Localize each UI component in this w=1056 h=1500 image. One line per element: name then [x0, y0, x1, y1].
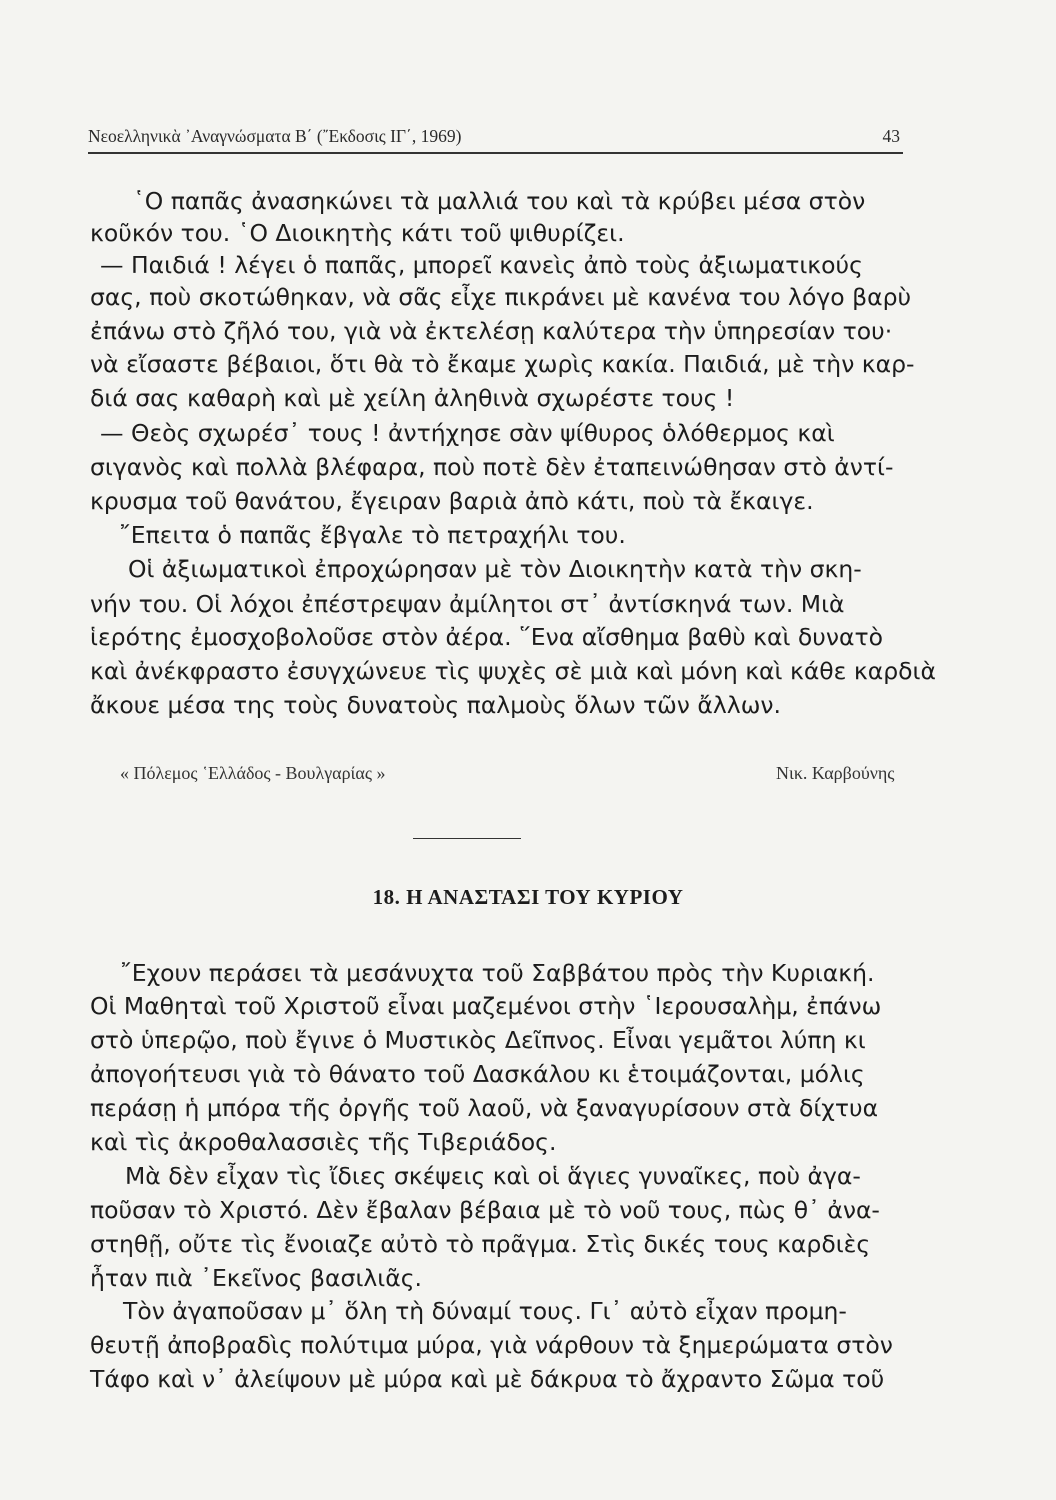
text-line: περάσῃ ἡ μπόρα τῆς ὀργῆς τοῦ λαοῦ, νὰ ξαναγυρίσουν στὰ δίχτυα [90, 1094, 879, 1122]
text-line: διά σας καθαρὴ καὶ μὲ χείλη ἀληθινὰ σχωρέστε τους ! [90, 384, 735, 412]
text-line: καὶ τὶς ἀκροθαλασσιὲς τῆς Τιβεριάδος. [90, 1128, 557, 1156]
text-line: ἀπογοήτευσι γιὰ τὸ θάνατο τοῦ Δασκάλου κι ἑτοιμάζονται, μόλις [90, 1060, 865, 1088]
section-heading: 18. Η ΑΝΑΣΤΑΣΙ ΤΟΥ ΚΥΡΙΟΥ [372, 885, 684, 909]
page-number: 43 [882, 126, 900, 146]
header-rule [88, 152, 903, 154]
text-line: ἐπάνω στὸ ζῆλό του, γιὰ νὰ ἐκτελέσῃ καλύτερα τὴν ὑπηρεσίαν του· [90, 317, 893, 345]
text-line: θευτῇ ἀποβραδὶς πολύτιμα μύρα, γιὰ νάρθουν τὰ ξημερώματα στὸν [90, 1331, 893, 1359]
text-line: Μὰ δὲν εἶχαν τὶς ἴδιες σκέψεις καὶ οἱ ἅγιες γυναῖκες, ποὺ ἀγα- [125, 1162, 861, 1190]
running-header [88, 120, 900, 154]
text-line: ῾Ο παπᾶς ἀνασηκώνει τὰ μαλλιά του καὶ τὰ κρύβει μέσα στὸν [133, 187, 866, 215]
text-line: στηθῇ, οὔτε τὶς ἔνοιαζε αὐτὸ τὸ πρᾶγμα. Στὶς δικές τους καρδιὲς [90, 1230, 871, 1258]
text-line: — Θεὸς σχωρέσ᾿ τους ! ἀντήχησε σὰν ψίθυρος ὁλόθερμος καὶ [100, 419, 835, 447]
text-line: ῎Επειτα ὁ παπᾶς ἔβγαλε τὸ πετραχήλι του. [119, 521, 626, 549]
text-line: ἦταν πιὰ ᾿Εκεῖνος βασιλιᾶς. [90, 1264, 423, 1292]
text-line: Τὸν ἀγαποῦσαν μ᾿ ὅλη τὴ δύναμί τους. Γι᾿ αὐτὸ εἶχαν προμη- [123, 1297, 847, 1325]
text-line: στὸ ὑπερῷο, ποὺ ἔγινε ὁ Μυστικὸς Δεῖπνος. Εἶναι γεμᾶτοι λύπη κι [90, 1026, 866, 1054]
text-line: σας, ποὺ σκοτώθηκαν, νὰ σᾶς εἶχε πικράνει μὲ κανένα του λόγο βαρὺ [90, 283, 912, 311]
text-line: νήν του. Οἱ λόχοι ἐπέστρεψαν ἀμίλητοι στ᾿ ἀντίσκηνά των. Μιὰ [90, 590, 845, 618]
text-line: ῎Εχουν περάσει τὰ μεσάνυχτα τοῦ Σαββάτου πρὸς τὴν Κυριακή. [120, 959, 875, 987]
text-line: νὰ εἴσαστε βέβαιοι, ὅτι θὰ τὸ ἔκαμε χωρὶς κακία. Παιδιά, μὲ τὴν καρ- [90, 350, 915, 378]
book-title: Νεοελληνικὰ ᾿Αναγνώσματα Β΄ (῎Εκδοσις ΙΓ΄, 1969) [88, 126, 462, 146]
author-signature: Νικ. Καρβούνης [776, 763, 895, 783]
text-line: σιγανὸς καὶ πολλὰ βλέφαρα, ποὺ ποτὲ δὲν ἐταπεινώθησαν στὸ ἀντί- [90, 453, 894, 481]
text-line: κοῦκόν του. ῾Ο Διοικητὴς κάτι τοῦ ψιθυρίζει. [90, 219, 625, 247]
text-line: Οἱ ἀξιωματικοὶ ἐπροχώρησαν μὲ τὸν Διοικητὴν κατὰ τὴν σκη- [128, 555, 862, 583]
text-line: ἱερότης ἐμοσχοβολοῦσε στὸν ἀέρα. ῞Ενα αἴσθημα βαθὺ καὶ δυνατὸ [90, 623, 884, 651]
text-line: — Παιδιά ! λέγει ὁ παπᾶς, μπορεῖ κανεὶς ἀπὸ τοὺς ἀξιωματικούς [100, 251, 863, 279]
section-divider [413, 838, 521, 839]
text-line: ἄκουε μέσα της τοὺς δυνατοὺς παλμοὺς ὅλων τῶν ἄλλων. [90, 691, 781, 719]
text-line: ποῦσαν τὸ Χριστό. Δὲν ἔβαλαν βέβαια μὲ τὸ νοῦ τους, πὼς θ᾿ ἀνα- [90, 1196, 880, 1224]
source-citation: « Πόλεμος ῾Ελλάδος - Βουλγαρίας » [120, 763, 386, 783]
text-line: καὶ ἀνέκφραστο ἐσυγχώνευε τὶς ψυχὲς σὲ μιὰ καὶ μόνη καὶ κάθε καρδιὰ [90, 657, 936, 685]
text-line: Τάφο καὶ ν᾿ ἀλείψουν μὲ μύρα καὶ μὲ δάκρυα τὸ ἄχραντο Σῶμα τοῦ [90, 1365, 885, 1393]
text-line: κρυσμα τοῦ θανάτου, ἔγειραν βαριὰ ἀπὸ κάτι, ποὺ τὰ ἔκαιγε. [90, 487, 814, 515]
text-line: Οἱ Μαθηταὶ τοῦ Χριστοῦ εἶναι μαζεμένοι στὴν ῾Ιερουσαλὴμ, ἐπάνω [90, 992, 882, 1020]
